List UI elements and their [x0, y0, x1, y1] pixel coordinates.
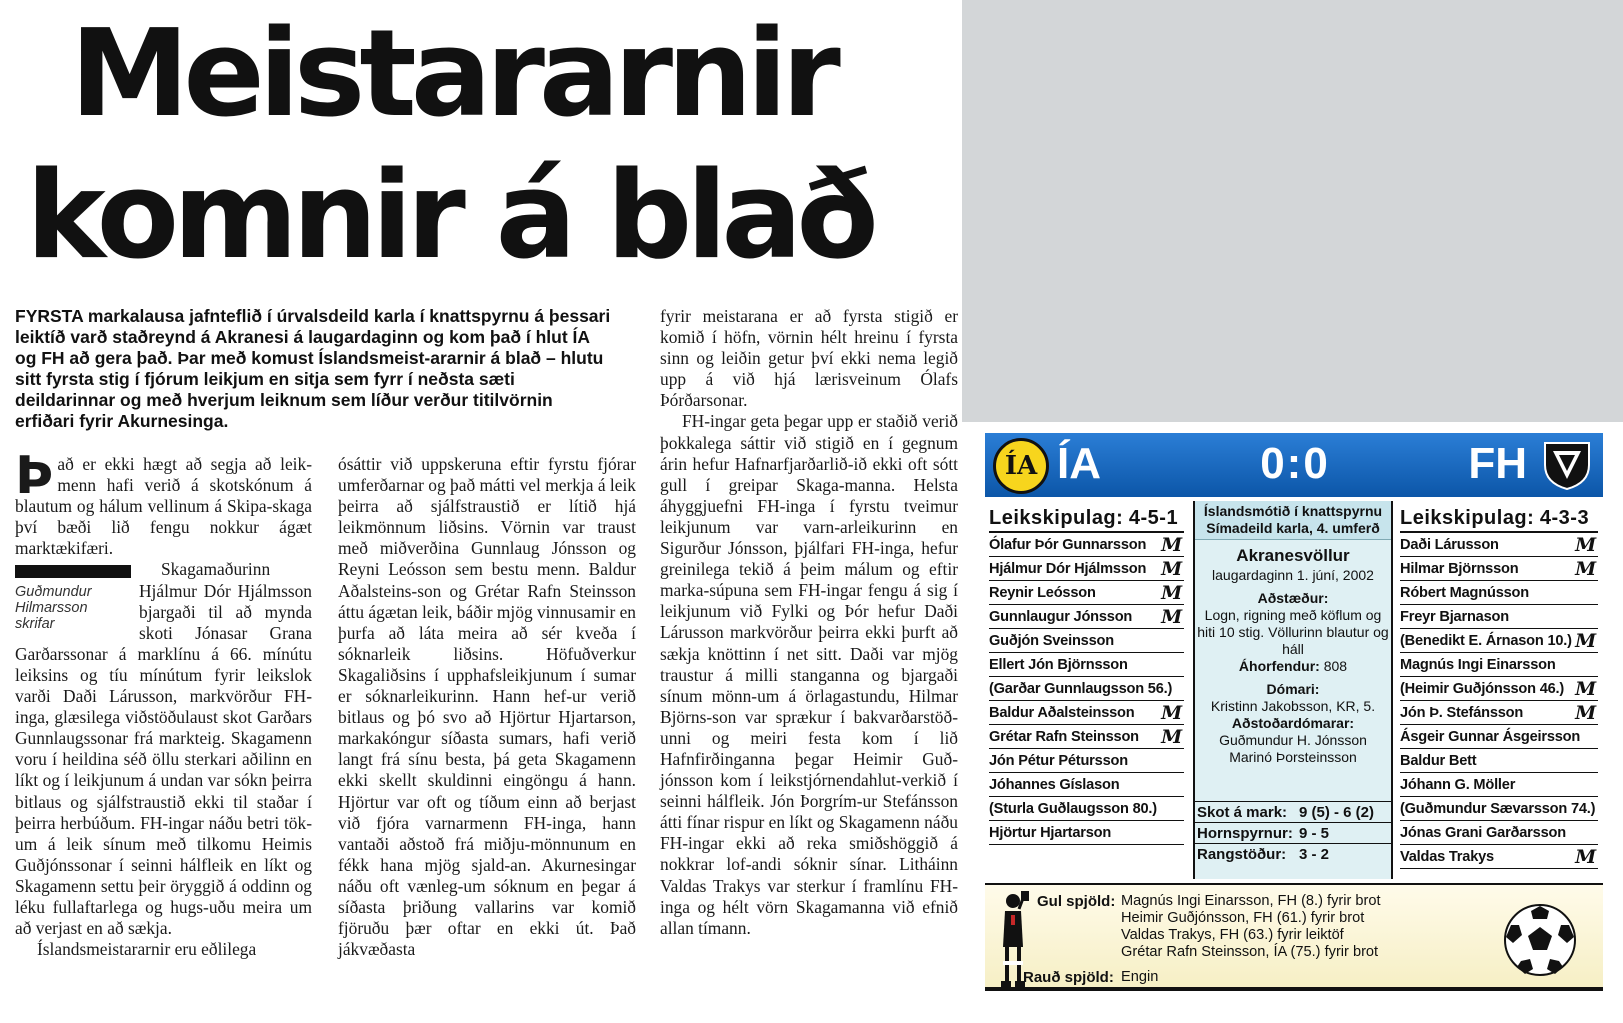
home-player — [989, 701, 1184, 725]
lead-paragraph: FYRSTA markalausa jafnteflið í úrvalsdeild karla í knattspyrnu á þessari leiktíð varð staðreynd á Akranesi á laugardaginn og kom það í hlut ÍA og FH að gera það. Þar með komust Íslandsmeist-ararnir á blað – hlutu sitt fyrsta stig í fjórum leikjum en sitja sem fyrr í neðsta sæti deildarinnar og með hverjum leiknum sem líður verður titilvörnin erfiðari fyrir Akurnesinga. — [15, 306, 611, 431]
player-name: Grétar Rafn Steinsson — [989, 729, 1139, 745]
yellow-card-entry: Magnús Ingi Einarsson, FH (8.) fyrir brot — [1121, 893, 1381, 909]
player-name: (Sturla Guðlaugsson 80.) — [989, 801, 1157, 817]
player-name: Ellert Jón Björnsson — [989, 657, 1128, 673]
player-name: (Heimir Guðjónsson 46.) — [1400, 681, 1565, 697]
venue: Akranesvöllur — [1236, 546, 1350, 565]
away-player — [1400, 797, 1598, 821]
player-name: Ásgeir Gunnar Ásgeirsson — [1400, 729, 1581, 745]
fh-logo-icon — [1539, 437, 1595, 493]
ia-logo-icon: ÍA — [993, 438, 1049, 494]
m-rating-icon: M — [1161, 582, 1182, 604]
article-column-2 — [338, 454, 636, 960]
headline-line-1: Meistararnir — [70, 5, 835, 144]
player-name: Jón Pétur Pétursson — [989, 753, 1128, 769]
m-rating-icon: M — [1161, 558, 1182, 580]
away-player — [1400, 725, 1598, 749]
stat-row — [1195, 843, 1391, 864]
away-player — [1400, 653, 1598, 677]
score: 0:0 — [1260, 439, 1330, 488]
article-column-1 — [15, 446, 312, 960]
stat-row — [1195, 801, 1391, 822]
yellow-card-entry: Valdas Trakys, FH (63.) fyrir leiktöf — [1121, 927, 1344, 943]
stat-label: Rangstöður: — [1197, 846, 1287, 863]
home-player — [989, 605, 1184, 629]
stat-value: 9 - 5 — [1299, 825, 1330, 842]
player-name: Jónas Grani Garðarsson — [1400, 825, 1566, 841]
byline-role: skrifar — [15, 616, 55, 633]
player-name: (Guðmundur Sævarsson 74.) — [1400, 801, 1596, 817]
photo-area — [962, 0, 1623, 422]
home-player — [989, 821, 1184, 845]
player-name: Magnús Ingi Einarsson — [1400, 657, 1556, 673]
home-player — [989, 725, 1184, 749]
home-player — [989, 797, 1184, 821]
match-stats — [1195, 801, 1391, 864]
home-player — [989, 773, 1184, 797]
player-name: Hjálmur Dór Hjálmsson — [989, 561, 1147, 577]
away-player — [1400, 821, 1598, 845]
home-lineup — [989, 503, 1184, 845]
referee: Dómari: Kristinn Jakobsson, KR, 5. Aðstoðardómarar: Guðmundur H. Jónsson Marinó Þorsteinsson — [1210, 681, 1376, 765]
m-rating-icon: M — [1575, 630, 1596, 652]
m-rating-icon: M — [1575, 558, 1596, 580]
headline-line-2: komnir á blað — [26, 147, 873, 286]
home-team: ÍA — [1057, 439, 1101, 488]
red-cards-value: Engin — [1121, 969, 1159, 985]
stat-label: Hornspyrnur: — [1197, 825, 1293, 842]
yellow-card-entry: Grétar Rafn Steinsson, ÍA (75.) fyrir brot — [1121, 944, 1379, 960]
byline-rule — [15, 565, 131, 578]
home-formation: Leikskipulag: 4-5-1 — [989, 503, 1184, 533]
player-name: Baldur Bett — [1400, 753, 1477, 769]
article-paragraph: FH-ingar geta þegar upp er staðið verið þokkalega sáttir við stigið en í gegnum árin hefur Hafnarfjarðarlið-ið ekki oft sótt gull í greipar Skaga-manna. Helsta áhyggjuefni FH-inga í fyrstu tveimur leikjunum var varn-arleikurinn en Sigurður Jónsson, þjálfari FH-inga, hefur greinilega tekið á þeim málum og eftir marka-súpuna sem FH-ingar fengu á sig í leikjunum við Fylki og Þór hefur Daði Lárusson markvörður þeirra ekki þurft að sækja knöttinn í net sitt. Daði var mjög traustur á milli stanganna og bjargaði sínum mönn-um á örlagastundu, Hilmar Björns-son var sprækur í bakvarðarstöð-unni og meiri festa kom í lið Hafnfirðinganna þegar Heimir Guð-jónsson kom í leikstjórnendahlut-verkið í seinni hálfleik. Jón Þorgrím-ur Stefánsson átti fínar rispur en líkt og Skagamenn náðu FH-ingar ekki að reka smiðshöggið á nokkrar lof-andi sóknir sínar. Litháinn Valdas Trakys var sterkur í framlínu FH-inga og hélt vörn Skagamanna við efnið allan tímann. — [660, 411, 958, 938]
home-player — [989, 653, 1184, 677]
home-player — [989, 581, 1184, 605]
yellow-cards-list — [1121, 893, 1381, 961]
article-paragraph: ósáttir við uppskeruna eftir fyrstu fjórar umferðarnar og það mátti vel merkja á leik þeirra að sjálfstraustið er lítið hjá leikmönnum liðsins. Vörnin var traust með miðverðina Gunnlaug Jónsson og Reyni Leósson sem bestu menn. Baldur Aðalsteins-son og Grétar Rafn Steinsson áttu ágætan leik, báðir mjög vinnusamir en þurfa að láta meira að sér kveða í sóknarleik liðsins. Höfuðverkur Skagaliðsins í upphafsleikjunum í sumar er sóknarleikurinn. Hann hef-ur verið bitlaus og þó svo að Hjörtur Hjartarson, markakóngur síðasta sumars, hafi verið langt frá sínu besta, þá geta Skagamenn ekki skellt skuldinni eingöngu á hann. Hjörtur var oft og tíðum einn að berjast við fjóra varnarmenn FH-inga, hann vantaði aðstoð frá miðju-mönnunum en fékk hana mjög sjald-an. Akurnesingar náðu oft vænleg-um sóknum en þegar á síðasta þriðung vallarins var komið fjöruðu þær oftar en ekki út. Það jákvæðasta — [338, 454, 636, 960]
player-name: Jóhann G. Möller — [1400, 777, 1516, 793]
away-lineup — [1400, 503, 1598, 869]
away-player — [1400, 749, 1598, 773]
away-team: FH — [1468, 439, 1527, 488]
match-box — [985, 433, 1603, 993]
player-name: Reynir Leósson — [989, 585, 1096, 601]
home-player — [989, 677, 1184, 701]
m-rating-icon: M — [1161, 606, 1182, 628]
away-player — [1400, 533, 1598, 557]
article-paragraph: Skagamaðurinn Hjálmur Dór Hjálmsson bjargaði til að mynda skoti Jónasar Grana Garðarssonar á marklínu á 66. mínútu leiksins og tíu mínútum fyrir leikslok varði Daði Lárusson, markvörður FH-inga, glæsilega viðstöðulaust skot Garðars Gunnlaugssonar frá markteig. Skagamenn voru í heildina séð öllu sterkari aðilinn en líkt og í leikjunum á undan var sókn þeirra bitlaus og sjálfstraustið ekki til staðar í þeirra herbúðum. FH-ingar náðu betri tök-um á leik sínum með tilkomu Heimis Guðjónssonar í seinni hálfleik en líkt og Skagamenn settu þeir öryggið á oddinn og léku fullaftarlega og hugs-uðu meira um að verjast en að sækja. — [15, 559, 312, 939]
away-player — [1400, 557, 1598, 581]
match-date: laugardaginn 1. júní, 2002 — [1212, 567, 1374, 583]
stat-value: 3 - 2 — [1299, 846, 1330, 863]
yellow-cards-label: Gul spjöld: — [1037, 893, 1116, 910]
player-name: Valdas Trakys — [1400, 849, 1494, 865]
away-player — [1400, 677, 1598, 701]
match-info — [1193, 501, 1393, 879]
player-name: Baldur Aðalsteinsson — [989, 705, 1135, 721]
m-rating-icon: M — [1161, 534, 1182, 556]
stat-value: 9 (5) - 6 (2) — [1299, 804, 1375, 821]
player-name: Daði Lárusson — [1400, 537, 1499, 553]
home-player — [989, 557, 1184, 581]
stat-row — [1195, 822, 1391, 843]
conditions: Aðstæður: Logn, rigning með köflum og hiti 10 stig. Völlurinn blautur og háll Áhorfendur: 808 — [1197, 590, 1389, 674]
article-opening: að er ekki hægt að segja að leik-menn hafi verið á skotskónum á blautum og hálum vellinum á Skipa-skaga því bæði lið fengu nokkur ágæt marktækifæri. — [15, 454, 312, 559]
byline — [15, 565, 131, 632]
player-name: Róbert Magnússon — [1400, 585, 1529, 601]
player-name: Guðjón Sveinsson — [989, 633, 1114, 649]
away-player — [1400, 773, 1598, 797]
article-paragraph: fyrir meistarana er að fyrsta stigið er komið í höfn, vörnin hélt hreinu í fyrsta sinn og leiðin getur því ekki nema legið upp á við hjá lærisveinum Ólafs Þórðarsonar. — [660, 306, 958, 411]
m-rating-icon: M — [1161, 702, 1182, 724]
home-player — [989, 533, 1184, 557]
home-player — [989, 629, 1184, 653]
home-player — [989, 749, 1184, 773]
cards-panel — [985, 883, 1603, 991]
player-name: (Garðar Gunnlaugsson 56.) — [989, 681, 1173, 697]
player-name: Gunnlaugur Jónsson — [989, 609, 1133, 625]
player-name: Jón Þ. Stefánsson — [1400, 705, 1524, 721]
stat-label: Skot á mark: — [1197, 804, 1288, 821]
football-icon — [1503, 903, 1577, 977]
m-rating-icon: M — [1161, 726, 1182, 748]
byline-author: Guðmundur Hilmarsson — [15, 584, 92, 617]
m-rating-icon: M — [1575, 678, 1596, 700]
away-player — [1400, 629, 1598, 653]
player-name: Jóhannes Gíslason — [989, 777, 1120, 793]
dropcap: Þ — [15, 446, 54, 506]
away-player — [1400, 581, 1598, 605]
yellow-card-entry: Heimir Guðjónsson, FH (61.) fyrir brot — [1121, 910, 1365, 926]
player-name: (Benedikt E. Árnason 10.) — [1400, 633, 1572, 649]
player-name: Hilmar Björnsson — [1400, 561, 1519, 577]
away-formation: Leikskipulag: 4-3-3 — [1400, 503, 1598, 533]
article-column-3 — [660, 306, 958, 939]
m-rating-icon: M — [1575, 702, 1596, 724]
m-rating-icon: M — [1575, 534, 1596, 556]
away-player — [1400, 701, 1598, 725]
player-name: Freyr Bjarnason — [1400, 609, 1509, 625]
away-player — [1400, 605, 1598, 629]
player-name: Hjörtur Hjartarson — [989, 825, 1112, 841]
article-paragraph: Íslandsmeistararnir eru eðlilega — [37, 939, 257, 960]
player-name: Ólafur Þór Gunnarsson — [989, 537, 1147, 553]
score-banner — [985, 433, 1603, 497]
away-player — [1400, 845, 1598, 869]
m-rating-icon: M — [1575, 846, 1596, 868]
red-cards-label: Rauð spjöld: — [1023, 969, 1114, 986]
competition: Íslandsmótið í knattspyrnu Símadeild karla, 4. umferð — [1195, 501, 1391, 540]
